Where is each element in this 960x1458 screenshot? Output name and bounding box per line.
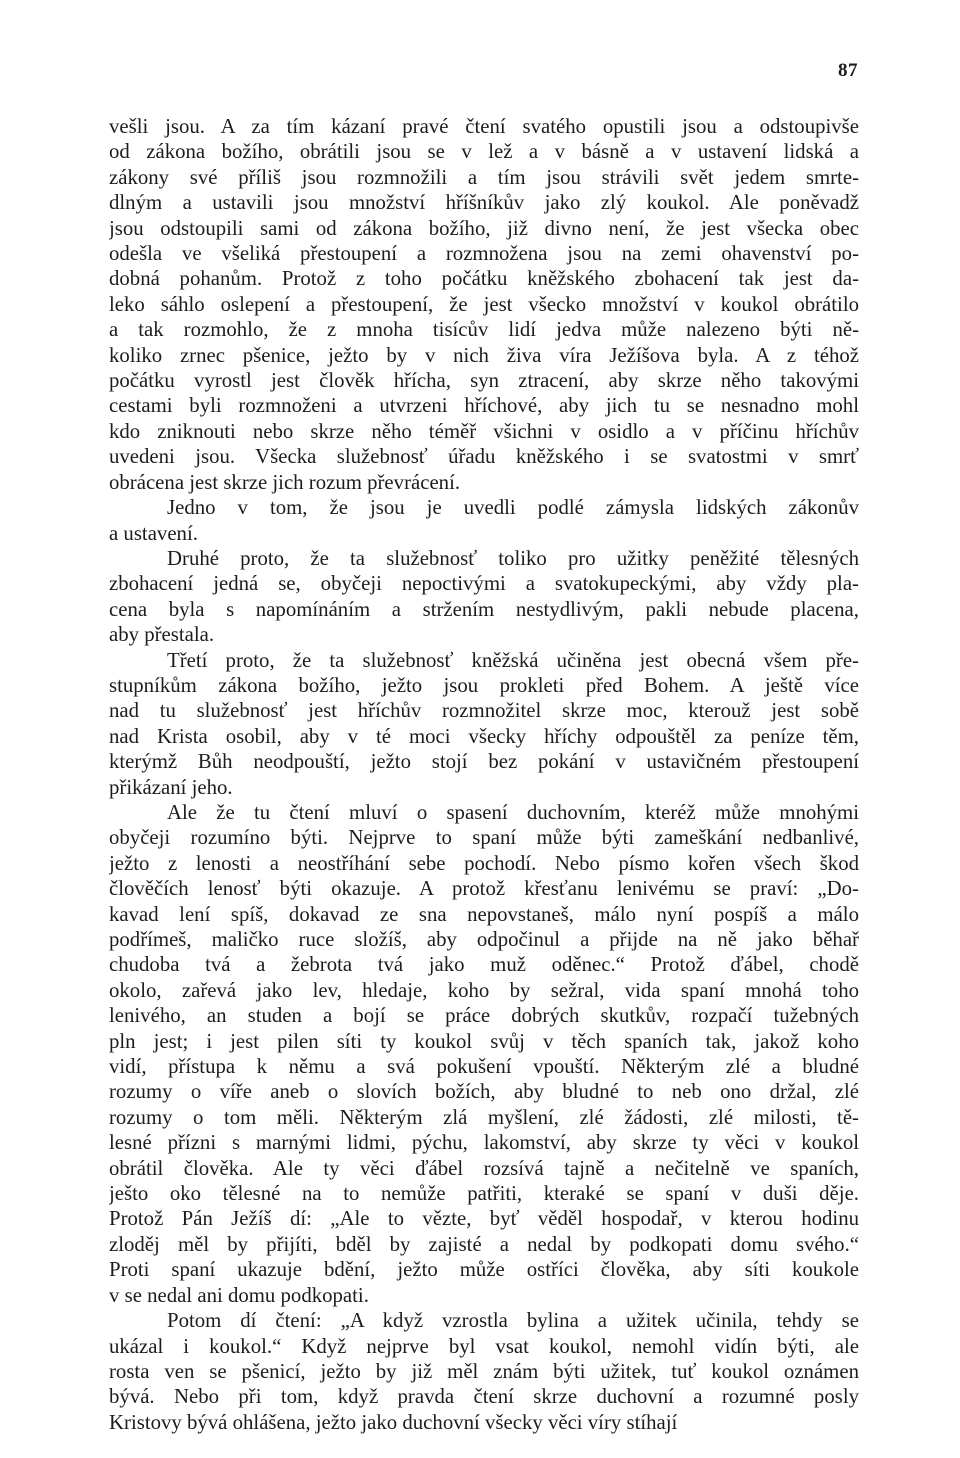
text-line: v se nedal ani domu podkopati. bbox=[109, 1283, 369, 1307]
paragraph bbox=[109, 114, 859, 495]
text-line: Proti spaní ukazuje bdění, ježto může ostříci člověka, aby síti koukole bbox=[109, 1258, 859, 1282]
text-line: dlným a ustavili jsou množství hříšníkův jako zlý koukol. Ale poněvadž bbox=[109, 191, 859, 215]
text-line: cena byla s napomínáním a stržením nestydlivým, pakli nebude placena, bbox=[109, 597, 859, 621]
text-line: a tak rozmohlo, že z mnoha tisícův lidí jedva může nalezeno býti ně- bbox=[109, 318, 859, 342]
paragraph bbox=[109, 546, 859, 648]
page-number: 87 bbox=[838, 60, 858, 81]
text-line: kterýmž Bůh neodpouští, ježto stojí bez pokání v ustavičném přestoupení bbox=[109, 750, 859, 774]
text-line: dobná pohanům. Protož z toho počátku kněžského zbohacení tak jest da- bbox=[109, 267, 859, 291]
text-line: okolo, zařevá jako lev, hledaje, koho by sežral, vida spaní mnohá toho bbox=[109, 978, 859, 1002]
text-line: Třetí proto, že ta služebnosť kněžská učiněna jest obecná všem pře- bbox=[167, 648, 859, 672]
text-line: nad Krista osobil, aby v té moci všecky hříchy odpouštěl za peníze těm, bbox=[109, 724, 859, 748]
text-line: odešla ve všeliká přestoupení a rozmnožena jsou na zemi ohavenství po- bbox=[109, 242, 859, 266]
text-line: chudoba tvá a žebrota tvá jako muž oděnec.“ Protož ďábel, chodě bbox=[109, 953, 859, 977]
paragraph bbox=[109, 648, 859, 800]
text-line: Protož Pán Ježíš dí: „Ale to vězte, byť věděl hospodař, v kterou hodinu bbox=[109, 1207, 859, 1231]
text-line: člověčích lenosť býti okazuje. A protož křesťanu lenivému se praví: „Do- bbox=[109, 877, 859, 901]
text-line: cestami byli rozmnoženi a utvrzeni hříchové, aby jich tu se nesnadno mohl bbox=[109, 394, 859, 418]
body-text bbox=[109, 114, 859, 1435]
text-line: ježto z lenosti a neostříhání sebe pochodí. Nebo písmo kořen všech škod bbox=[109, 851, 859, 875]
text-line: rosta ven se pšenicí, ježto by již měl znám býti užitek, tuť koukol oznámen bbox=[109, 1359, 859, 1383]
text-line: zákony své příliš jsou rozmnožili a tím jsou strávili svět jedem smrte- bbox=[109, 165, 859, 189]
text-line: Jedno v tom, že jsou je uvedli podlé zámysla lidských zákonův bbox=[167, 496, 859, 520]
text-line: uvedeni jsou. Všecka služebnosť úřadu kněžského i se svatostmi v smrť bbox=[109, 445, 859, 469]
paragraph bbox=[109, 800, 859, 1308]
text-line: obyčeji rozumíno býti. Nejprve to spaní může býti zameškání nedbanlivé, bbox=[109, 826, 859, 850]
text-line: podřímeš, maličko ruce složíš, aby odpočinul a přijde na ně jako běhař bbox=[109, 928, 859, 951]
text-line: obrácena jest skrze jich rozum převrácení. bbox=[109, 470, 461, 494]
text-line: bývá. Nebo při tom, když pravda čtení skrze duchovní a rozumné posly bbox=[109, 1385, 859, 1409]
text-line: vidí, přístupa k němu a svá pokušení vpouští. Některým zlé a bludné bbox=[109, 1055, 859, 1079]
text-line: leko sáhlo oslepení a přestoupení, že jest všecko množství v koukol obrátilo bbox=[109, 292, 859, 316]
text-line: Potom dí čtení: „A když vzrostla bylina a užitek učinila, tehdy se bbox=[167, 1309, 859, 1333]
text-line: jsou odstoupili sami od zákona božího, již divno není, že jest všecka obec bbox=[109, 216, 859, 240]
text-line: vešli jsou. A za tím kázaní pravé čtení svatého opustili jsou a odstoupivše bbox=[109, 115, 859, 138]
text-line: přikázaní jeho. bbox=[109, 775, 233, 799]
text-line: obrátil člověka. Ale ty věci ďábel rozsívá tajně a nečitelně ve spaních, bbox=[109, 1156, 859, 1180]
text-line: a ustavení. bbox=[109, 521, 198, 545]
text-line: lenivého, an studen a bojí se práce dobrých skutkův, rozpačí tužebných bbox=[109, 1004, 859, 1028]
text-line: Kristovy bývá ohlášena, ježto jako duchovní všecky věci víry stíhají bbox=[109, 1410, 678, 1434]
text-line: zloděj měl by přijíti, bděl by zajisté a nedal by podkopati domu svého.“ bbox=[109, 1232, 859, 1256]
text-line: nad tu služebnosť jest hříchův rozmnožitel skrze moc, kterouž jest sobě bbox=[109, 699, 859, 723]
text-line: Druhé proto, že ta služebnosť toliko pro užitky peněžité tělesných bbox=[167, 546, 859, 570]
text-line: rozumy o tom měli. Některým zlá myšlení, zlé žádosti, zlé milosti, tě- bbox=[109, 1105, 859, 1129]
text-line: ukázal i koukol.“ Když nejprve byl vsat koukol, nemohl vidín býti, ale bbox=[109, 1334, 859, 1358]
text-line: zbohacení jedná se, obyčeji nepoctivými a svatokupeckými, aby vždy pla- bbox=[109, 572, 859, 596]
text-line: Ale že tu čtení mluví o spasení duchovním, kteréž může mnohými bbox=[167, 800, 859, 824]
text-line: od zákona božího, obrátili jsou se v lež a v básně a v ustavení lidská a bbox=[109, 140, 859, 164]
text-line: kavad lení spíš, dokavad ze sna nepovstaneš, málo nyní pospíš a málo bbox=[109, 902, 859, 926]
text-line: počátku vyrostl jest člověk hřícha, syn ztracení, aby skrze něho takovými bbox=[109, 369, 859, 393]
text-line: lesné přízni s marnými lidmi, pýchu, lakomství, aby skrze ty věci v koukol bbox=[109, 1131, 859, 1155]
text-line: pln jest; i jest pilen síti ty koukol svůj v těch spaních tak, jakož koho bbox=[109, 1029, 859, 1053]
text-line: koliko zrnec pšenice, ježto by v nich živa víra Ježíšova byla. A z téhož bbox=[109, 343, 859, 367]
text-line: stupníkům zákona božího, ježto jsou prokleti před Bohem. A ještě více bbox=[109, 673, 859, 697]
text-line: kdo zniknouti nebo skrze něho téměř všichni v osidlo a v příčinu hříchův bbox=[109, 419, 859, 443]
paragraph bbox=[109, 1308, 859, 1435]
text-line: aby přestala. bbox=[109, 623, 215, 647]
text-line: rozumy o víře aneb o slovích božích, aby bludné to neb ono držal, zlé bbox=[109, 1080, 859, 1104]
paragraph bbox=[109, 495, 859, 546]
text-line: ješto oko tělesné na to nemůže patřiti, kteraké se spaní v duši děje. bbox=[109, 1182, 859, 1206]
